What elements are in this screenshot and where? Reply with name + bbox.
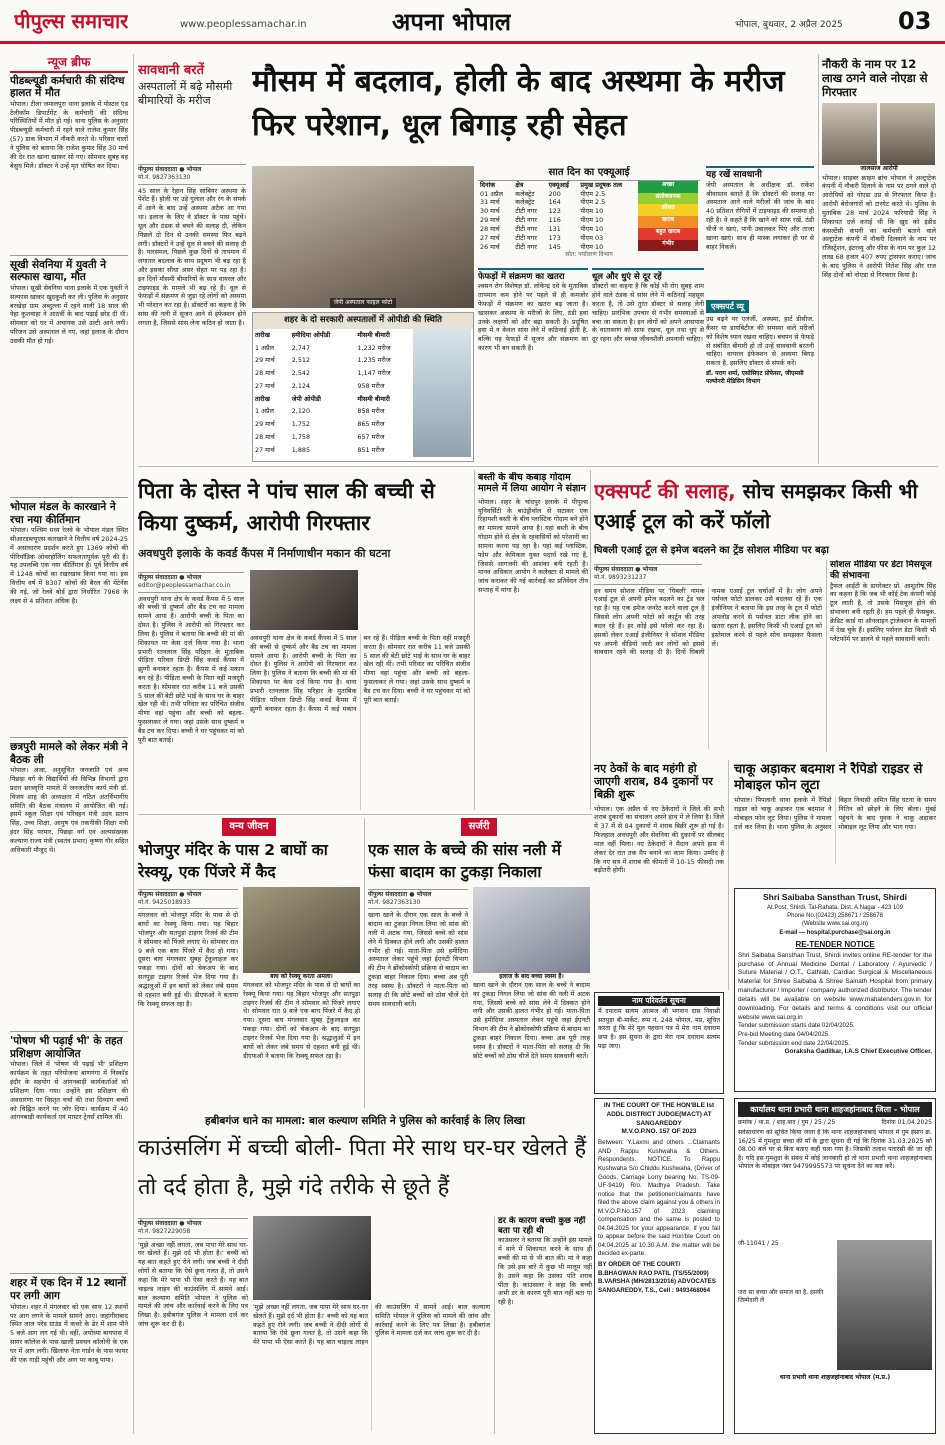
brief-item [10, 737, 128, 1028]
table-row: 29 मार्च 2,512 1,235 मरीज [255, 356, 391, 365]
expert-quote: उम्र बढ़ने पर एलर्जी, अस्थमा, हार्ट डीसीज, कैंसर या डायबिटीज की समस्या वाले मरीजों को विशेष ध्यान रखना चाहिए। बचपन से फेफड़े से संबंधित बीमारी हो तो उन्हें सावधानी बरतनी चाहिए। वायरल इंफेक्शन से अस्थमा बिगड़ सकता है, इसलिए डॉक्टर से संपर्क करें। [706, 315, 814, 368]
liquor-story [594, 762, 724, 990]
notice-title: नाम परिवर्तन सूचना [598, 996, 720, 1006]
brief-title: 'पोषण भी पढ़ाई भी' के तहत प्रशिक्षण आयोजित [10, 1035, 123, 1060]
missing-person-photo [837, 1240, 932, 1370]
table-row: 27 मार्च 2,124 958 मरीज [255, 381, 385, 390]
kicker-title: सावधानी बरतें [138, 63, 205, 78]
brief-title: पीडब्ल्यूडी कर्मचारी की संदिग्ध हालत में मौत [10, 74, 125, 100]
notice-case: M.V.O.P.NO. 157 OF 2023 [621, 1128, 697, 1136]
photo-caption: बाघ को रेस्क्यू करता अमला। [270, 972, 333, 980]
brief-title: शहर में एक दिन में 12 स्थानों पर लगी आग [10, 1277, 126, 1303]
notice-title: कार्यालय थाना प्रभारी थाना शाहजहांनाबाद जिला - भोपाल [738, 1102, 932, 1117]
section-title: अपना भोपाल [392, 8, 512, 36]
aqi-scale-band: संतोषजनक [638, 193, 698, 205]
website-url: www.peoplessamachar.in [180, 19, 307, 30]
table-row: 29 मार्च टीटी नगर 116 पीएम 10 [480, 216, 604, 225]
asthma-body-block [138, 162, 246, 460]
story-headline: एक साल के बच्चे की सांस नली में फंसा बादाम का टुकड़ा निकाला [368, 840, 561, 882]
brief-item [10, 497, 128, 734]
opd-table-block [252, 312, 474, 462]
page-number: 03 [898, 7, 932, 35]
aqi-scale-band: गंभीर [638, 240, 698, 252]
article-body: 'मुझे अच्छा नहीं लगता, जब पापा मेरे साथ घर-घर खेलते हैं। मुझे दर्द भी होता है।' बच्ची को यह बात कहते हुए रोने लगी। जब बच्ची ने दीदी लोगों से बताया कि ऐसे छूना गलत है, तो उसने कहा कि मेरे पापा भी ऐसा करते हैं। यह बात चाइल्ड लाइन की काउंसलिंग में सामने आई। बाल कल्याण समिति भोपाल ने पुलिस को मामले की जांच और कार्रवाई करने के लिए पत्र लिखा है। हबीबगंज पुलिस ने मामला दर्ज कर जांच शुरू कर दी है। [138, 1240, 248, 1328]
table-row: 27 मार्च टीटी नगर 173 पीएम 03 [480, 233, 604, 242]
infobox-body: जेपी अस्पताल के अधीक्षक डॉ. राकेश श्रीवास्तव बताते हैं कि डॉक्टरों की सलाह पर अस्पताल आने वाले मरीजों की जांच के बाद 40 प्रतिशत रोगियों में टाइफाइड की समस्या हो रही है। वे कहते हैं कि खाने को साफ रखें, ठंडी चीजें न खाएं, पानी उबालकर पिएं और ताजा खाना खाएं। साथ ही मास्क लगाकर ही घर से बाहर निकलें। [706, 180, 814, 251]
brief-title: भोपाल मंडल के कारखाने ने रचा नया कीर्तिमान [10, 500, 116, 526]
byline: पीपुल्स संवाददाता ● भोपाल editor@peoplessamachar.co.in [138, 572, 244, 593]
crime-subhead: अवधपुरी इलाके के कवर्ड कैंपस में निर्माणाधीन मकान की घटना [138, 547, 391, 560]
crime-body-left [138, 570, 244, 810]
table-row: 28 मार्च 2,542 1,147 मरीज [255, 369, 391, 378]
expert-view [706, 300, 814, 460]
notice-ref: जी-11041 / 25 [738, 1240, 779, 1248]
byline: पीपुल्स संवाददाता ● भोपाल मो.नं. 9827363130 [138, 164, 246, 185]
org-email: E-mail — hospital.purchase@sai.org.in [779, 929, 891, 936]
crime-illustration [250, 570, 358, 630]
table-row: 28 मार्च टीटी नगर 131 पीएम 10 [480, 224, 604, 233]
table-row: 1 अप्रैल 2,120 858 मरीज [255, 407, 385, 416]
byline: पीपुल्स संवाददाता ● भोपाल मो.नं. 9827229058 [138, 1218, 248, 1239]
robbery-story [734, 762, 936, 882]
court-notice [594, 1098, 724, 1434]
tender-signatory: Goraksha Gadilkar, I.A.S Chief Executive Officer. [784, 1048, 932, 1056]
sidebar-body: काउंसलर ने बताया कि उन्होंने इस मामले में थाने में शिकायत करने के साथ ही बच्ची की मां से भी बात की। मां ने कहा कि उसे इस बारे में कुछ भी मालूम नहीं है। उसने कहा कि उसका पति शराब पीता है। काउंसलर ने कहा कि बच्ची अभी डर के कारण पूरी बात नहीं बता पा रही है। [498, 1236, 592, 1307]
article-body: खाना खाने के दौरान एक साल के बच्चे ने बादाम का टुकड़ा निगल लिया जो सांस की नली में अटक गया, जिससे बच्चे को सांस लेने में दिक्कत होने लगी और उसकी हालत गंभीर हो गई। माता-पिता उसे हमीदिया अस्पताल लेकर पहुंचे जहां ईएनटी विभाग की टीम ने ब्रोंकोस्कोपी प्रक्रिया से बादाम का टुकड़ा बाहर निकाल दिया। बच्चा अब पूरी तरह स्वस्थ है। डॉक्टरों ने माता-पिता को सलाह दी कि छोटे बच्चों को ठोस चीजें देते समय सावधानी बरतें। [368, 911, 468, 1008]
article-body: भोपाल। एक अप्रैल से नए ठेकेदारों ने जिले की सभी शराब दुकानों का संचालन अपने हाथ में ले लिया है। जिले में 37 में से 84 दुकानों में शराब बिक्री शुरू हो गई है। फिलहाल अवधपुरी और सेवनिया की दुकानों पर सीलबंद माल नहीं मिला। नए ठेकेदारों ने मैदान अपने हाथ में लेकर देर रात तक मैप बनाने का काम किया। उम्मीद है कि नए सत्र में शराब की कीमतों में 10-15 फीसदी तक बढ़ोतरी होगी। [594, 804, 724, 875]
photo-caption: जेपी अस्पताल फाइल फोटो [330, 298, 396, 308]
asthma-headline: मौसम में बदलाव, होली के बाद अस्थमा के मरीज फिर परेशान, धूल बिगाड़ रही सेहत [252, 64, 785, 143]
brief-title: सूखी सेवनिया में युवती ने सल्फास खाया, मौत [10, 258, 107, 284]
ai-body-block [594, 562, 822, 752]
byline: पीपुल्स संवाददाता ● भोपाल मो.नं. 9425018933 [138, 889, 238, 910]
child-sidebar [494, 1216, 592, 1434]
aqi-scale [638, 181, 698, 252]
story-headline: भोजपुर मंदिर के पास 2 बाघों का रेस्क्यू, एक पिंजरे में कैद [138, 840, 328, 882]
article-body-cont: मंगलवार को भोजपुर मंदिर के पास से दो बाघों का रेस्क्यू किया गया। यह बिहार भोजपुर और सतपुड़ा टाइगर रिजर्व की टीम ने सोमवार को पिंजरे लगाए थे। सोमवार रात 9 बजे एक बाघ पिंजरे में कैद हो गया। दूसरा बाघ मंगलवार सुबह ट्रेंकुलाइज कर पकड़ा गया। दोनों को चेकअप के बाद सतपुड़ा टाइगर रिजर्व भेज दिया गया है। श्रद्धालुओं में इन बाघों को लेकर लंबे समय से दहशत बनी हुई थी। डीएफओ ने बताया कि रेस्क्यू सफल रहा है। [243, 981, 360, 1060]
article-body-cont: 'मुझे अच्छा नहीं लगता, जब पापा मेरे साथ घर-घर खेलते हैं। मुझे दर्द भी होता है।' बच्ची को यह बात कहते हुए रोने लगी। जब बच्ची ने दीदी लोगों से बताया कि ऐसे छूना गलत है, तो उसने कहा कि मेरे पापा भी ऐसा करते हैं। यह बात चाइल्ड लाइन की काउंसलिंग में सामने आई। बाल कल्याण समिति भोपाल ने पुलिस को मामले की जांच और कार्रवाई करने के लिए पत्र लिखा है। हबीबगंज पुलिस ने मामला दर्ज कर जांच शुरू कर दी है। [253, 1303, 490, 1347]
aqi-title: सात दिन का एक्यूआई [478, 166, 700, 181]
infobox-body: श्वसन रोग विशेषज्ञ डॉ. लोकेन्द्र दवे के मुताबिक तापमान कम होने पर पहले से ही कमजोर फेफड़ों में संक्रमण का खतरा बढ़ जाता है। खासकर अस्थमा के मरीजों के लिए, ठंडी हवा उनके लक्षणों को और बढ़ा सकती है। प्रदूषित हवा में न केवल सांस लेने में कठिनाई होती है, बल्कि यह फेफड़ों में सूजन और संक्रमण का कारण भी बन सकती है। [478, 282, 588, 352]
sidebar-title: डर के कारण बच्ची कुछ नहीं बता पा रही थी [498, 1216, 586, 1237]
notice-signatory: BY ORDER OF THE COURT/ B.BHAGWAN RAO PATIL (TS/55/2009) B.VARSHA (MH/2813/2016) ADVOCATES SANGAREDDY, T.S., Cell : 9493468064 [598, 1260, 716, 1294]
care-infobox [706, 166, 814, 296]
aqi-block [478, 166, 700, 262]
tender-title: RE-TENDER NOTICE [795, 939, 875, 949]
article-body: मंगलवार को भोजपुर मंदिर के पास से दो बाघों का रेस्क्यू किया गया। यह बिहार भोजपुर और सतपुड़ा टाइगर रिजर्व की टीम ने सोमवार को पिंजरे लगाए थे। सोमवार रात 9 बजे एक बाघ पिंजरे में कैद हो गया। दूसरा बाघ मंगलवार सुबह ट्रेंकुलाइज कर पकड़ा गया। दोनों को चेकअप के बाद सतपुड़ा टाइगर रिजर्व भेज दिया गया है। श्रद्धालुओं में इन बाघों को लेकर लंबे समय से दहशत बनी हुई थी। डीएफओ ने बताया कि रेस्क्यू सफल रहा है। [138, 911, 238, 1008]
crime-headline: पिता के दोस्त ने पांच साल की बच्ची से किया दुष्कर्म, आरोपी गिरफ्तार [138, 479, 435, 535]
tender-date: Pre-bid Meeting date 04/04/2025. [738, 1030, 830, 1038]
aqi-source: स्रोत: पर्यावरण विभाग [565, 251, 613, 259]
aqi-scale-band: खराब [638, 216, 698, 228]
issue-date: भोपाल, बुधवार, 2 अप्रैल 2025 [735, 20, 843, 30]
tender-body: Shri Saibaba Sansthan Trust, Shirdi invites online RE-tender for the purchase of Annual Medicine Dental / Laboratory / Ayurvedic / Suture Material / O.T., Cathlab, Cardiac Surgical & Miscellaneous Material for Shree Saibaba & Shree Sainath Hospital from primary manufacturer / Importer / company authorized distributor. The tender details will be available on website www.mahatenders.gov.in for downloading. For details and terms & conditions visit our official website www.sai.org.in [738, 951, 932, 1021]
section-tag: सर्जरी [461, 818, 498, 836]
opd-table-title: शहर के दो सरकारी अस्पतालों में ओपीडी की स्थिति [253, 313, 473, 329]
news-brief-label: न्यूज ब्रीफ [10, 54, 128, 73]
infobox-body: डॉक्टरों का कहना है कि कोई भी रोग सुबह शाम होने वाले ठंडक से सांस लेने में कठिनाई महसूस करता है, तो उसे तुरंत डॉक्टर से सलाह लेनी चाहिए। प्रारंभिक उपचार से गंभीर समस्याओं से बचा जा सकता है। इन लोगों को अपने आसपास के वातावरण को साफ रखना, धूल तथा धुएं से दूर रहना और स्वच्छ जीवनशैली अपनानी चाहिए। [592, 282, 704, 344]
sidebar-title: सोशल मीडिया पर डेटा मिसयूज की संभावना [830, 560, 932, 581]
article-body: अवधपुरी थाना क्षेत्र के कवर्ड कैंपस में 5 साल की बच्ची से दुष्कर्म और बैड टच का मामला सामने आया है। आरोपी बच्ची के पिता का दोस्त है। पुलिस ने आरोपी को गिरफ्तार कर लिया है। पुलिस ने बताया कि बच्ची की मां की शिकायत पर केस दर्ज किया गया है। थाना प्रभारी रतनलाल सिंह परिहार के मुताबिक पीड़िता परिवार डिप्टी सिंह कवर्ड कैंपस में झुग्गी बनाकर रहता है। कैंपस में कई मकान बन रहे हैं। पीड़िता बच्ची के पिता वहीं मजदूरी करता है। सोमवार रात करीब 11 बजे उसकी 5 साल की बेटी छोटे भाई के साथ घर के बाहर खेल रही थी। तभी परिवार का परिचित संजीव मीणा वहां पहुंचा और बच्ची को बहला-फुसलाकर ले गया। जहां उसके साथ दुष्कर्म व बैड टच कर दिया। बच्ची ने घर पहुंचकर मां को पूरी बात बताई। [138, 594, 244, 744]
scrap-story [478, 472, 588, 812]
accused-photo [822, 103, 877, 165]
missing-person-notice [734, 1098, 936, 1434]
child-story-headline: काउंसलिंग में बच्ची बोली- पिता मेरे साथ घर-घर खेलते हैं तो दर्द होता है, मुझे गंदे तरीके से छूते हैं [138, 1136, 587, 1200]
news-brief-column [10, 54, 128, 1434]
section-tag: वन्य जीवन [222, 818, 277, 836]
notice-body: सर्वसाधारण को सूचित किया जाता है कि थाना शाहजहांनाबाद भोपाल में गुम इंसान क्र. 16/25 में गुमशुदा बच्चा की माँ के द्वारा सूचना दी गई कि दिनांक 31.03.2025 को 08.00 बजे घर से बिना बताए कहीं चला गया है। जिसकी तलाश पतारसी की जा रही है। यदि इस गुमशुदा के संबंध में कोई जानकारी हो तो थाना प्रभारी थाना शाहजहांनाबाद भोपाल के मोबाइल नंबर 9479995573 पर सूचना देने का कष्ट करें। [738, 1129, 932, 1171]
surgery-story [368, 818, 590, 1108]
brief-item [10, 1031, 128, 1270]
tender-date: Tender submission starts date 02/04/2025. [738, 1022, 855, 1030]
article-body: इन समय सोशल मीडिया पर 'घिबली' नामक एआई टूल से अपनी इमेज बदलने का ट्रेंड चल रहा है। यह एक इमेज जनरेट करने वाला टूल है जिससे लोग अपनी फोटो को कार्टून की तरह बदल रहे हैं। हर कोई इसे फॉलो कर रहा है। इसको लेकर एआई इंजीनियर ने सोशल मीडिया पर अपनी वीडियो जारी कर लोगों को इससे सावधान रहने की सलाह दी है। दिनों घिबली नामक एआई टूल चर्चाओं में है। लोग अपने पर्सनल फोटो डालकर उसे बदलवा रहे हैं। एक इंजीनियर ने बताया कि इस तरह के टूल में फोटो अपलोड करने से पर्सनल डाटा लीक होने का खतरा रहता है, इसलिए किसी भी एआई टूल को इस्तेमाल करने से पहले सोच समझकर फैसला लें। [594, 586, 822, 657]
infobox-title: फेफड़ों में संक्रमण का खतरा [478, 272, 565, 282]
table-row: 26 मार्च टीटी नगर 145 पीएम 10 [480, 242, 604, 251]
opd-table-hamidia: तारीख हमीदिया ओपीडी मौसमी बीमारी 1 अप्रैल 2,747 1,232 मरीज 29 मार्च 2,512 1,235 मरीज 28 मार्च 2,542 1,147 मरीज 27 मार्च 2,124 958 मरीज तारीख जेपी ओपीडी मौसमी बीमारी 1 अप्रैल 2,120 858 मरीज 29 मार्च 1,752 865 मरीज 28 मार्च 1,758 657 मरीज 27 मार्च 1,885 851 मरीज [253, 329, 413, 457]
brief-body: भोपाल। शहर में मंगलवार को एक साथ 12 स्थानों पर आग लगने के मामले सामने आए। जहांगीराबाद स्थित लाल परेड ग्राउंड में कचरे के ढेर में शाम पौने 5 बजे आग लग गई थी। वहीं, अयोध्या बायपास में सागर कॉलेज के पास खाली प्रवचन कॉलोनी के एक घर में आग लगी। खिलाफ नेता गार्डन के पास फायर की एक गाड़ी पहुंची और आग पर काबू पाया। [10, 1302, 128, 1364]
child-illustration [253, 1216, 371, 1300]
photo-caption: इलाज के बाद बच्चा स्वस्थ है। [499, 972, 564, 980]
fraud-story [822, 58, 936, 464]
story-headline: चाकू अड़ाकर बदमाश ने रैपिडो राइडर से मोबाइल फोन लूटा [734, 762, 923, 793]
ai-subhead: घिबली एआई टूल से इमेज बदलने का ट्रेंड सोशल मीडिया पर बढ़ा [594, 545, 829, 556]
crime-body-cont: अवधपुरी थाना क्षेत्र के कवर्ड कैंपस में 5 साल की बच्ची से दुष्कर्म और बैड टच का मामला सामने आया है। आरोपी बच्ची के पिता का दोस्त है। पुलिस ने आरोपी को गिरफ्तार कर लिया है। पुलिस ने बताया कि बच्ची की मां की शिकायत पर केस दर्ज किया गया है। थाना प्रभारी रतनलाल सिंह परिहार के मुताबिक पीड़िता परिवार डिप्टी सिंह कवर्ड कैंपस में झुग्गी बनाकर रहता है। कैंपस में कई मकान बन रहे हैं। पीड़िता बच्ची के पिता वहीं मजदूरी करता है। सोमवार रात करीब 11 बजे उसकी 5 साल की बेटी छोटे भाई के साथ घर के बाहर खेल रही थी। तभी परिवार का परिचित संजीव मीणा वहां पहुंचा और बच्ची को बहला-फुसलाकर ले गया। जहां उसके साथ दुष्कर्म व बैड टच कर दिया। बच्ची ने घर पहुंचकर मां को पूरी बात बताई। [250, 634, 470, 713]
notice-date: दिनांक 01.04.2025 [881, 1119, 932, 1127]
notice-body: Between: Y.Laxmi and others ...Claimants AND Rappu Kushwaha & Others. Respondents. NOTICE. To Rappu Kushwaha S/o Chiddu Kushwaha, (Driver of Goods, Carriage Lorry bearing No. TS-09-UF-9419) R/o. Madhya Pradesh. Take notice that the petitioner/claimants have filed the above claim against you & others in M.V.O.P.No.157 of 2023 claiming compensation and the same is posted to 04.04.2025 for your appearance. If you fail to appear before the said Hon'ble Court on 04.04.2025 at 10.30 A.M. the matter will be decided ex-parte. [598, 1139, 720, 1258]
aqi-table: दिनांक क्षेत्र एक्यूआई प्रमुख प्रदूषक तत्व 01 अप्रैल कलेक्ट्रेट 200 पीएम 2.5 31 मार्च कलेक्ट्रेट 164 पीएम 2.5 30 मार्च टीटी नगर 123 पीएम 10 29 मार्च टीटी नगर 116 पीएम 10 28 मार्च टीटी नगर 131 पीएम 10 27 मार्च टीटी नगर 173 पीएम 03 26 मार्च टीटी नगर 145 पीएम 10 [478, 181, 638, 252]
brief-body: भोपाल। टीला जमालपुरा थाना इलाके में पोस्टल एंड टेलीकॉम डिपार्टमेंट के कर्मचारी की संदिग्ध परिस्थितियों में मौत हो गई। थाना पुलिस के अनुसार पीडब्ल्यूडी कर्मचारी में रहने वाले राजेश कुमार सिंह (57) डाक विभाग में नौकरी करते थे। परिवार वालों ने पुलिस को बताया कि राजेश कुमार सिंह 30 मार्च की देर रात खाना खाकर सो गए। सोमवार सुबह वह बेसुध मिले। डॉक्टर ने उन्हें मृत घोषित कर दिया। [10, 99, 128, 170]
org-address: At.Post. Shirdi, Tal-Rahata, Dist. A.Nagar - 423 109 [767, 904, 903, 911]
child-story-body [138, 1216, 490, 1434]
dust-infobox [592, 268, 704, 460]
expert-name: डॉ. पराग शर्मा, एसोसिएट प्रोफेसर, जीएमसी पल्मोनरी मेडिसिन विभाग [706, 370, 804, 386]
table-row: 01 अप्रैल कलेक्ट्रेट 200 पीएम 2.5 [480, 189, 606, 198]
article-body: 45 साल के रेहान सिंह सांबियर अस्थमा के पेशेंट हैं। होली पर उड़े गुलाल और रंग के संपर्क में आने के बाद उन्हें अस्थमा अटैक आ गया था। इलाज के लिए वे डॉक्टर के पास पहुंचे। धूल और ठंडक से बचने की सलाह दी, लेकिन पिछले दो दिन से उनकी समस्या फिर बढ़ने लगी। डॉक्टरों ने उन्हें धूल से बचने की सलाह दी है। पारसमल, पिछले कुछ दिनों से तापमान में लगातार बदलाव के साथ प्रदूषण भी बढ़ रहा है और इसका सीधा असर सेहत पर पड़ रहा है। इन दिनों मौसमी बीमारियों के साथ वायरल और टाइफाइड के मामले भी बढ़ रहे हैं। धूल से फेफड़ों में संक्रमण से जुड़ा रहे लोगों को अस्थमा भी परेशान कर रहा है। डॉक्टरों का कहना है कि सांस की नली में सूजन आने से इंफेक्शन होने लगता है, जिससे सांस लेना कठिन हो जाता है। [138, 186, 246, 327]
table-row: 1 अप्रैल 2,747 1,232 मरीज [255, 343, 391, 352]
brief-body: भोपाल। सूखी सेवनिया थाना इलाके में एक युवती ने सल्फास खाकर खुदकुशी कर ली। पुलिस के अनुसार बरखेड़ा ग्राम अब्दुल्ला में रहने वाली 18 साल की नेहा कुशवाहा ने आठवीं के बाद पढ़ाई छोड़ दी थी। सोमवार को घर में अचानक उसे उल्टी आने लगी। परिजन उसे अस्पताल ले गए, जहां इलाज के दौरान उसकी मौत हो गई। [10, 283, 128, 345]
child-hospital-photo [473, 887, 590, 973]
article-body: भोपाल। पिपलानी थाना इलाके में रैपिडो राइडर को चाकू अड़ाकर एक बदमाश ने मोबाइल फोन लूट लिया। पुलिस ने मामला दर्ज कर लिया है। थाना पुलिस के अनुसार बिहार निवासी अमित सिंह घटना के समय नितिन को छोड़ने के लिए बोला। मुंबई पहुंचने के बाद युवक ने चाकू अड़ाकर मोबाइल लूट लिया और भाग गया। [734, 796, 936, 831]
newspaper-logo: पीपुल्स समाचार [14, 9, 129, 33]
ai-sidebar [826, 560, 936, 752]
table-row: 27 मार्च 1,885 851 मरीज [255, 445, 385, 454]
hospital-building-photo [413, 329, 471, 457]
notice-signatory: थाना प्रभारी थाना शाहजहांनाबाद भोपाल (म.प्र.) [779, 1374, 891, 1382]
masthead [0, 0, 945, 44]
byline: पीपुल्स संवाददाता ● भोपाल मो.नं. 9893231237 [594, 564, 702, 585]
brief-title: छत्रपुरी मामले को लेकर मंत्री ने बैठक ली [10, 741, 128, 766]
tiger-rescue-photo [243, 887, 360, 973]
table-row: 30 मार्च टीटी नगर 123 पीएम 10 [480, 207, 604, 216]
article-body: भोपाल। साइबर क्राइम ब्रांच भोपाल ने अल्ट्राटेक कंपनी में नौकरी दिलाने के नाम पर ठगने वाले दो आरोपियों को नोएडा उप्र से गिरफ्तार किया है। आरोपी बेरोजगारों को टारगेट करते थे। पुलिस के मुताबिक 28 मार्च 2024 फरियादी सिंह ने शिकायत दर्ज कराई थी कि खुद को इंडीड कंसल्टेंसी कंपनी का कर्मचारी बताने वाले अल्ट्राटेक कंपनी में नौकरी दिलवाने के नाम पर रजिस्ट्रेशन, इंटरव्यू और फीस के नाम पर कुल 12 लाख 68 हजार 407 रुपए ट्रांसफर कराए। जांच के बाद पुलिस ने आरोपी नितेश सिंह और राज सिंह दोनों को नोएडा से गिरफ्तार किया है। [822, 173, 936, 279]
table-row: 28 मार्च 1,758 657 मरीज [255, 433, 385, 442]
kicker-sub: अस्पतालों में बढ़े मौसमी बीमारियों के मरीज [138, 79, 233, 108]
infobox-title: यह रखें सावधानी [706, 170, 762, 180]
org-name: Shri Saibaba Sansthan Trust, Shirdi [762, 892, 908, 902]
tender-date: Tender submission end date 22/04/2025. [738, 1039, 850, 1047]
aqi-scale-band: बहुत खराब [638, 228, 698, 240]
article-body: भोपाल। शहर के चांदपुर इलाके में पीपुल्स यूनिवर्सिटी के बाउंड्रीवॉल से सटाकर एक रिहायशी बस्ती के बीच प्लास्टिक गोदाम बने होने का मामला सामने आया है। यहां बस्ती के बीच गोदाम होने से क्षेत्र के रहवासियों को परेशानी का सामना करना पड़ रहा है। यहां कई प्लास्टिक, फोम और केमिकल युक्त पदार्थ रखे गए हैं, जिससे आगजनी की आशंका बनी रहती है। मानव अधिकार आयोग ने कलेक्टर से मामले की जांच कराकर की गई कार्रवाई का प्रतिवेदन तीन सप्ताह में मांगा है। [478, 497, 588, 595]
brief-item [10, 75, 128, 252]
notice-body: मैं दयाराम सत्यम आत्मज श्री भगवान दास निवासी सतपुड़ा बी-मार्केट, रूम नं. 248 भोपाल, मप्र, सूचित करता हूं कि मेरे मूल पहचान पत्र में मेरा नाम दयाराम छपा है। इस सूचना के द्वारा मेरा नाम दयाराम सत्यम पढ़ा जाए। [598, 1008, 720, 1050]
sidebar-body: ट्रैफल आईटी के डायरेक्टर प्रो. आशुतोष सिंह का कहना है कि जब भी कोई टेक कंपनी कोई टूल लाती है, तो उसके मिसयूज होने की संभावना बनी रहती है। हम पहले ही फेसबुक, क्रेडिट कार्ड या ऑनलाइन ट्रांजेक्शन के मामलों में देख चुके हैं। इसलिए पर्सनल डेटा किसी भी प्लेटफॉर्म पर डालने से पहले सावधानी बरतें। [830, 581, 936, 643]
org-phone: Phone No.(02423) 258671 / 258678 [787, 912, 883, 919]
brief-item [10, 255, 128, 494]
table-row: 29 मार्च 1,752 865 मरीज [255, 420, 385, 429]
photo-caption: जालसाज आरोपी [860, 165, 898, 173]
brief-item [10, 1273, 128, 1434]
expert-label: एक्सपर्ट व्यू [706, 300, 749, 313]
brief-body: भोपाल। जिले में 'पोषण भी पढ़ाई भी' प्रशिक्षण कार्यक्रम के तहत परियोजना बाणगंगा में निस्कॉड इंदौर के सहयोग से आंगनबाड़ी कार्यकर्ताओं को प्रशिक्षण दिया गया। उन्होंने इस प्रशिक्षण की अवधारणा पर विस्तृत चर्चा की तथा दिव्यांग बच्चों को चिह्नित करने पर जोर दिया। कार्यक्रम में 40 आंगनबाड़ी कार्यकर्ता एवं मास्टर ट्रेनर्स शामिल थीं। [10, 1060, 128, 1122]
story-headline: नए ठेकों के बाद महंगी हो जाएगी शराब, 84 दुकानों पर बिक्री शुरू [594, 762, 713, 802]
article-body-cont: खाना खाने के दौरान एक साल के बच्चे ने बादाम का टुकड़ा निगल लिया जो सांस की नली में अटक गया, जिससे बच्चे को सांस लेने में दिक्कत होने लगी और उसकी हालत गंभीर हो गई। माता-पिता उसे हमीदिया अस्पताल लेकर पहुंचे जहां ईएनटी विभाग की टीम ने ब्रोंकोस्कोपी प्रक्रिया से बादाम का टुकड़ा बाहर निकाल दिया। बच्चा अब पूरी तरह स्वस्थ है। डॉक्टरों ने माता-पिता को सलाह दी कि छोटे बच्चों को ठोस चीजें देते समय सावधानी बरतें। [473, 981, 590, 1060]
brief-body: भोपाल। पश्चिम मध्य रेलवे के भोपाल मंडल स्थित सीआरडब्ल्यूएस कारखाने ने वित्तीय वर्ष 2024-25 में असाधारण प्रदर्शन करते हुए 1369 कोचों की पीरियॉडिक ओवरहॉलिंग सफलतापूर्वक पूरी की है। यह उपलब्धि एक नया कीर्तिमान है। पूर्व वित्तीय वर्ष में 1248 कोचों का रखरखाव किया गया था। इस वित्तीय वर्ष में 8307 कोचों की बैरल की मेंटेनेंस की गई, जो रेलवे बोर्ड द्वारा निर्धारित 7968 के लक्ष्य से 4 प्रतिशत अधिक है। [10, 526, 128, 605]
name-change-notice [594, 992, 724, 1094]
aqi-scale-band: अच्छा [638, 181, 698, 193]
story-headline: बस्ती के बीच कबाड़ गोदाम मामले में लिया आयोग ने संज्ञान [478, 472, 586, 495]
brief-body: भोपाल। अजा, अनुसूचित जनजाति एवं अन्य पिछड़ा वर्ग के विद्यार्थियों की विभिन्न विभागों द्वारा प्रदत्त छात्रवृत्ति मामले में जनजातीय कार्य मंत्री डॉ. विजय शाह की अध्यक्षता में गठित अंतर्विभागीय समिति की बैठक मंत्रालय में आयोजित की गई। इसमें स्कूल शिक्षा एवं परिवहन मंत्री उदय प्रताप सिंह, उच्च शिक्षा, आयुष एवं तकनीकी शिक्षा मंत्री इंदर सिंह परमार, पिछड़ा वर्ग एवं अल्पसंख्यक कल्याण राज्य मंत्री (स्वतंत्र प्रभार) कृष्णा गौर सहित अधिकारी मौजूद थे। [10, 766, 128, 854]
table-row: 31 मार्च कलेक्ट्रेट 164 पीएम 2.5 [480, 198, 606, 207]
story-headline: नौकरी के नाम पर 12 लाख ठगने वाले नोएडा से गिरफ्तार [822, 58, 928, 99]
notice-ref: क्रमांक / था.प्र. / शाह.बाद / गुम / 25 / 25 [738, 1119, 836, 1127]
child-story-strap: हबीबगंज थाने का मामला: बाल कल्याण समिति ने पुलिस को कार्रवाई के लिए लिखा [205, 1115, 525, 1127]
infobox-title: धूल और धुएं से दूर रहें [592, 272, 662, 282]
lungs-infobox [478, 268, 588, 460]
notice-title: IN THE COURT OF THE HON'BLE Ist ADDL DISTRICT JUDGE(MACT) AT SANGAREDDY [603, 1102, 715, 1127]
asthma-kicker [138, 62, 244, 150]
aqi-scale-band: औसत [638, 204, 698, 216]
org-website: (Website www.sai.org.in) [802, 921, 868, 928]
byline: पीपुल्स संवाददाता ● भोपाल मो.नं. 9827363130 [368, 889, 468, 910]
hospital-photo [252, 166, 474, 308]
notice-caption: जरा सा बच्चा और समाज का है, इसकी जिम्मेदारी लें [738, 1288, 824, 1304]
ai-headline: एक्सपर्ट की सलाह, सोच समझकर किसी भी एआई टूल को करें फॉलो [594, 479, 918, 533]
tiger-story [138, 818, 360, 1108]
accused-photo [880, 103, 935, 165]
tender-advertisement [734, 888, 936, 1092]
